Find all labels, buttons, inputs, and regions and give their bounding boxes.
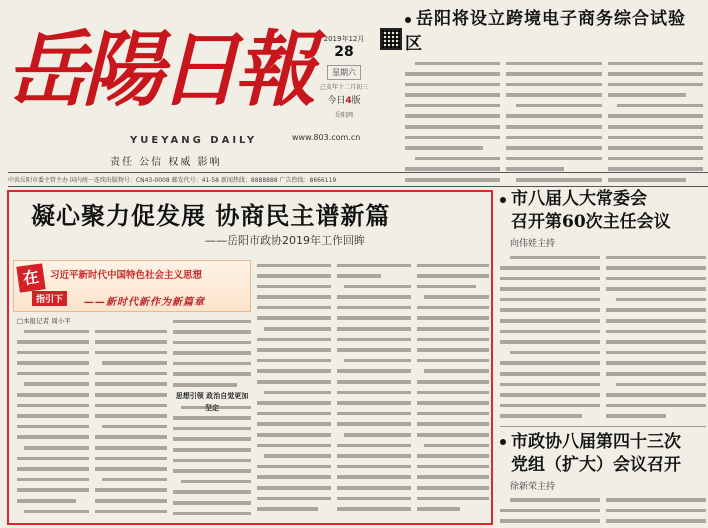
- feature-column-2: [95, 326, 167, 522]
- top-story-column-1: [405, 58, 500, 185]
- svg-text:岳陽日報: 岳陽日報: [6, 22, 310, 118]
- story1-byline: 向伟娃主持: [510, 239, 556, 249]
- bullet-icon: [500, 197, 506, 203]
- story2-headline[interactable]: 市政协八届第四十三次 党组（扩大）会议召开: [500, 431, 706, 477]
- feature-headline[interactable]: 凝心聚力促发展 协商民主谱新篇: [31, 201, 391, 230]
- story2-byline: 徐新荣主持: [510, 481, 556, 492]
- issue-day: 28: [334, 44, 354, 60]
- column-banner: [13, 260, 251, 312]
- bullet-icon: [405, 17, 411, 23]
- story1-column-1: [500, 252, 600, 422]
- right-column: [500, 188, 706, 528]
- feature-byline: □本报记者 周小平: [17, 317, 71, 325]
- top-story: [405, 4, 703, 185]
- story2-column-2: [606, 495, 706, 527]
- banner-title: 习近平新时代中国特色社会主义思想: [50, 270, 203, 281]
- top-story-column-3: [608, 58, 703, 185]
- brand-site-name: 岳阳网: [334, 112, 353, 119]
- date-block: [298, 34, 390, 119]
- masthead-motto: 责任 公信 权威 影响: [110, 157, 222, 168]
- issue-weekday: 星期六: [327, 65, 361, 80]
- qr-code-icon: [380, 28, 402, 50]
- issue-lunar-date: 己亥年十二月初三: [319, 84, 368, 91]
- feature-column-5: [337, 260, 411, 522]
- top-story-headline[interactable]: 岳阳将设立跨境电子商务综合试验区: [405, 9, 686, 54]
- story1-headline[interactable]: 市八届人大常委会 召开第60次主任会议: [500, 188, 706, 234]
- feature-column-4: [257, 260, 331, 522]
- banner-slogan: ——新时代新作为新篇章: [84, 297, 205, 308]
- masthead: [0, 0, 708, 170]
- banner-seal-char: 在: [16, 263, 45, 292]
- masthead-pinyin: YUEYANG DAILY: [130, 135, 258, 146]
- section-heading: 思想引领 政治自觉更加: [175, 392, 249, 401]
- bullet-icon: [500, 439, 506, 445]
- feature-subheadline: ——岳阳市政协2019年工作回眸: [205, 234, 365, 247]
- banner-badge: 指引下: [32, 291, 67, 306]
- newspaper-logo: [6, 10, 310, 118]
- story2-column-1: [500, 495, 600, 527]
- feature-column-1: [17, 326, 89, 522]
- page-count: 今日4版: [327, 96, 361, 106]
- top-story-column-2: [506, 58, 601, 185]
- feature-column-3: [173, 316, 251, 522]
- issue-year-month: 2019年12月: [323, 35, 365, 43]
- publication-info-bar: 中共岳阳市委主管主办 国内统一连续出版物号：CN43-0008 邮发代号：41-58 新闻热线：8888888 广告热线：8666119: [8, 172, 708, 187]
- story-divider: [500, 426, 706, 427]
- feature-article-box: [7, 190, 493, 525]
- website-url[interactable]: www.803.com.cn: [292, 133, 361, 142]
- feature-column-6: [417, 260, 489, 522]
- story1-column-2: [606, 252, 706, 422]
